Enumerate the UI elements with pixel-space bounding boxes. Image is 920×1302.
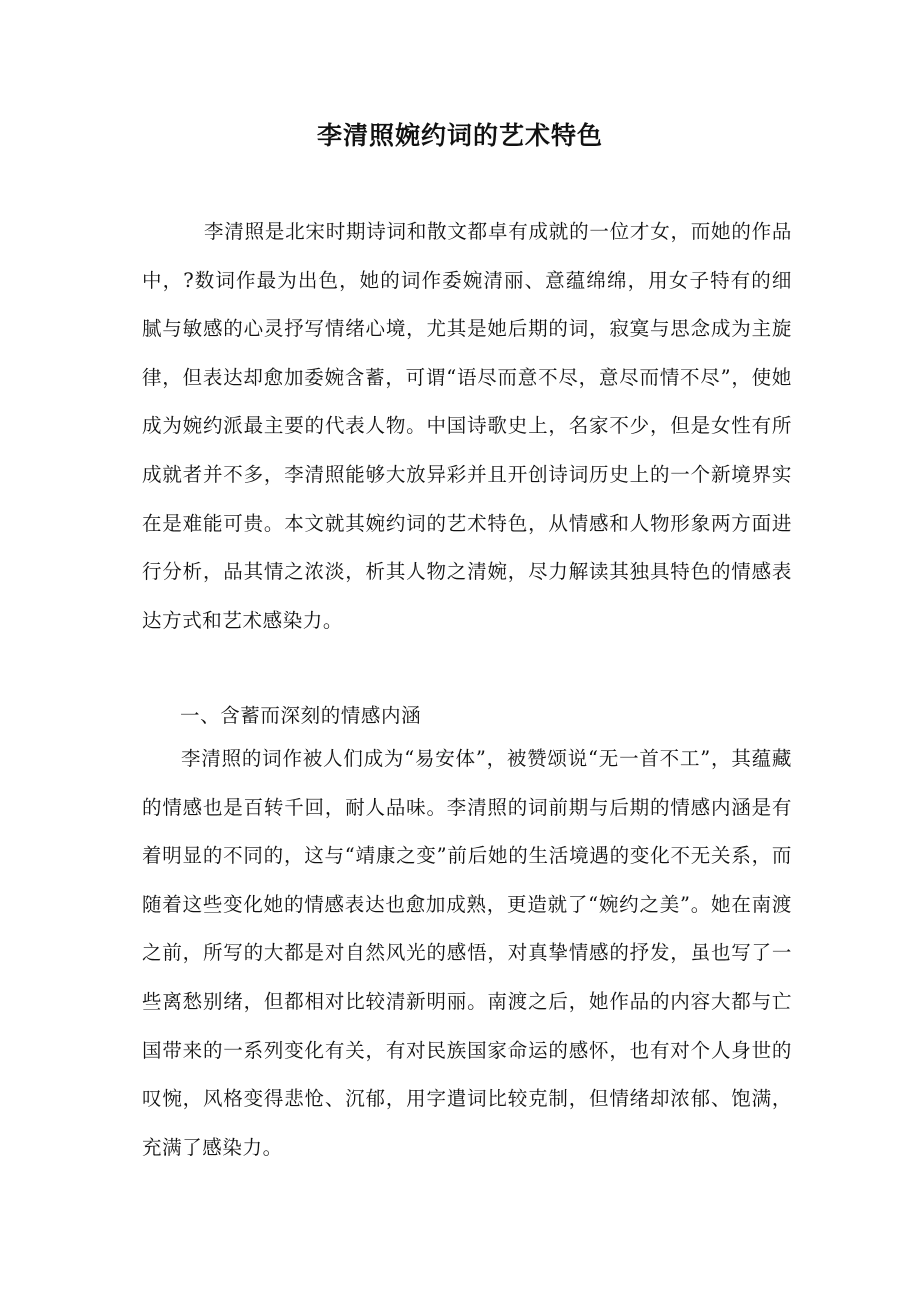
section-heading: 一、含蓄而深刻的情感内涵 bbox=[180, 704, 422, 727]
intro-paragraph: 李清照是北宋时期诗词和散文都卓有成就的一位才女，而她的作品中，?数词作最为出色，她的词作委婉清丽、意蕴绵绵，用女子特有的细腻与敏感的心灵抒写情绪心境，尤其是她后期的词，寂寞与思念成为主旋律，但表达却愈加委婉含蓄，可谓“语尽而意不尽，意尽而情不尽”，使她成为婉约派最主要的代表人物。中国诗歌史上，名家不少，但是女性有所成就者并不多，李清照能够大放异彩并且开创诗词历史上的一个新境界实在是难能可贵。本文就其婉约词的艺术特色，从情感和人物形象两方面进行分析，品其情之浓淡，析其人物之清婉，尽力解读其独具特色的情感表达方式和艺术感染力。 bbox=[142, 220, 792, 632]
document-title: 李清照婉约词的艺术特色 bbox=[316, 121, 603, 150]
section-paragraph: 李清照的词作被人们成为“易安体”，被赞颂说“无一首不工”，其蕴藏的情感也是百转千回，耐人品味。李清照的词前期与后期的情感内涵是有着明显的不同的，这与“靖康之变”前后她的生活境遇的变化不无关系，而随着这些变化她的情感表达也愈加成熟，更造就了“婉约之美”。她在南渡之前，所写的大都是对自然风光的感悟，对真挚情感的抒发，虽也写了一些离愁别绪，但都相对比较清新明丽。南渡之后，她作品的内容大都与亡国带来的一系列变化有关，有对民族国家命运的感怀，也有对个人身世的叹惋，风格变得悲怆、沉郁，用字遣词比较克制，但情绪却浓郁、饱满，充满了感染力。 bbox=[142, 747, 792, 1159]
